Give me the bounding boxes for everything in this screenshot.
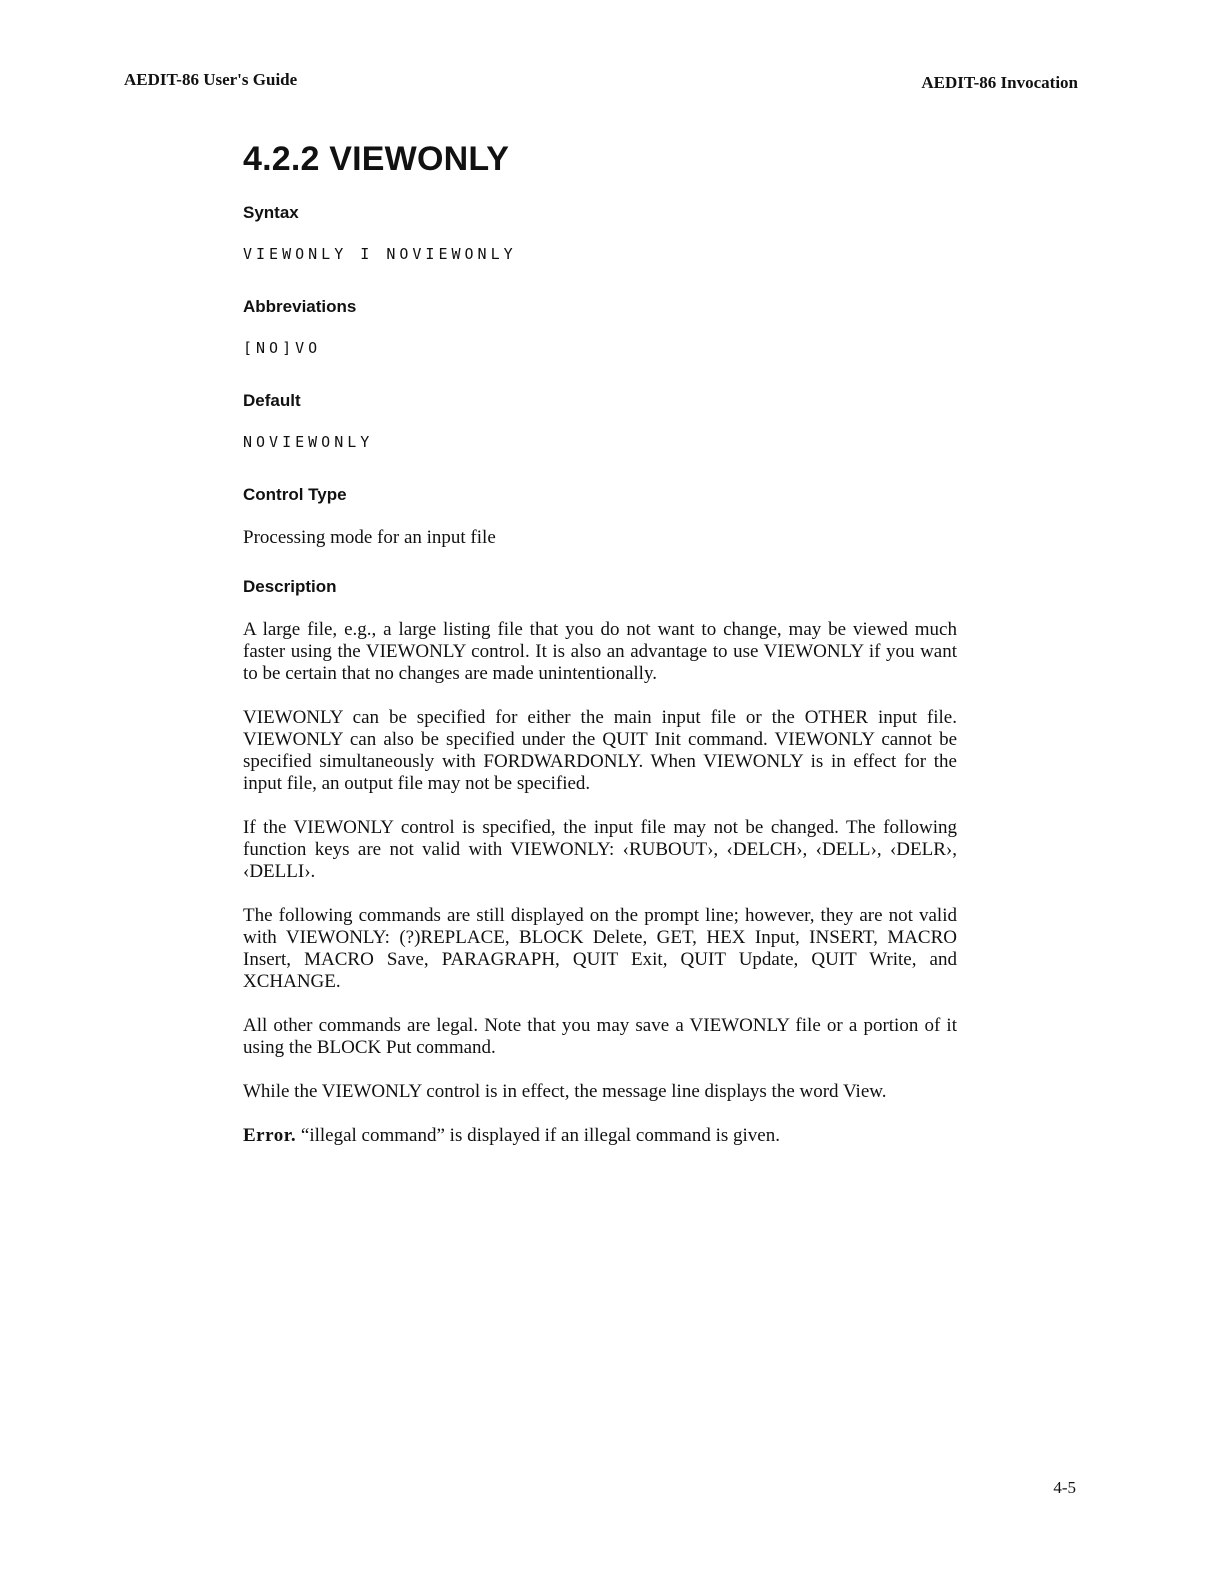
syntax-value: VIEWONLY I NOVIEWONLY (243, 245, 517, 263)
section-title: 4.2.2 VIEWONLY (243, 140, 510, 178)
error-label: Error. (243, 1125, 297, 1146)
control-type-heading: Control Type (243, 485, 347, 504)
description-paragraph: VIEWONLY can be specified for either the main input file or the OTHER input file. VIEWONLY can also be specified under the QUIT Init command. VIEWONLY cannot be specified simultaneously with FORDWARDONLY. When VIEWONLY is in effect for the input file, an output file may not be specified. (243, 707, 957, 794)
description-heading: Description (243, 577, 337, 596)
running-head-left: AEDIT-86 User's Guide (124, 70, 298, 89)
description-paragraph: All other commands are legal. Note that you may save a VIEWONLY file or a portion of it using the BLOCK Put command. (243, 1015, 957, 1058)
abbreviations-value: [NO]VO (243, 339, 322, 357)
description-paragraph: While the VIEWONLY control is in effect, the message line displays the word View. (243, 1081, 887, 1102)
running-head-right: AEDIT-86 Invocation (921, 73, 1078, 92)
page-number: 4-5 (1053, 1478, 1076, 1497)
control-type-value: Processing mode for an input file (243, 527, 496, 548)
syntax-heading: Syntax (243, 203, 299, 222)
description-paragraph: If the VIEWONLY control is specified, the input file may not be changed. The following function keys are not valid with VIEWONLY: ‹RUBOUT›, ‹DELCH›, ‹DELL›, ‹DELR›, ‹DELLI›. (243, 817, 957, 882)
page-content (243, 140, 957, 1169)
abbreviations-heading: Abbreviations (243, 297, 357, 316)
description-paragraph: The following commands are still displayed on the prompt line; however, they are not valid with VIEWONLY: (?)REPLACE, BLOCK Delete, GET, HEX Input, INSERT, MACRO Insert, MACRO Save, PARAGRAPH, QUIT Exit, QUIT Update, QUIT Write, and XCHANGE. (243, 905, 957, 992)
error-text: “illegal command” is displayed if an illegal command is given. (300, 1125, 780, 1146)
error-note (243, 1125, 957, 1147)
default-value: NOVIEWONLY (243, 433, 374, 451)
default-heading: Default (243, 391, 301, 410)
description-paragraph: A large file, e.g., a large listing file that you do not want to change, may be viewed much faster using the VIEWONLY control. It is also an advantage to use VIEWONLY if you want to be certain that no changes are made unintentionally. (243, 619, 957, 684)
